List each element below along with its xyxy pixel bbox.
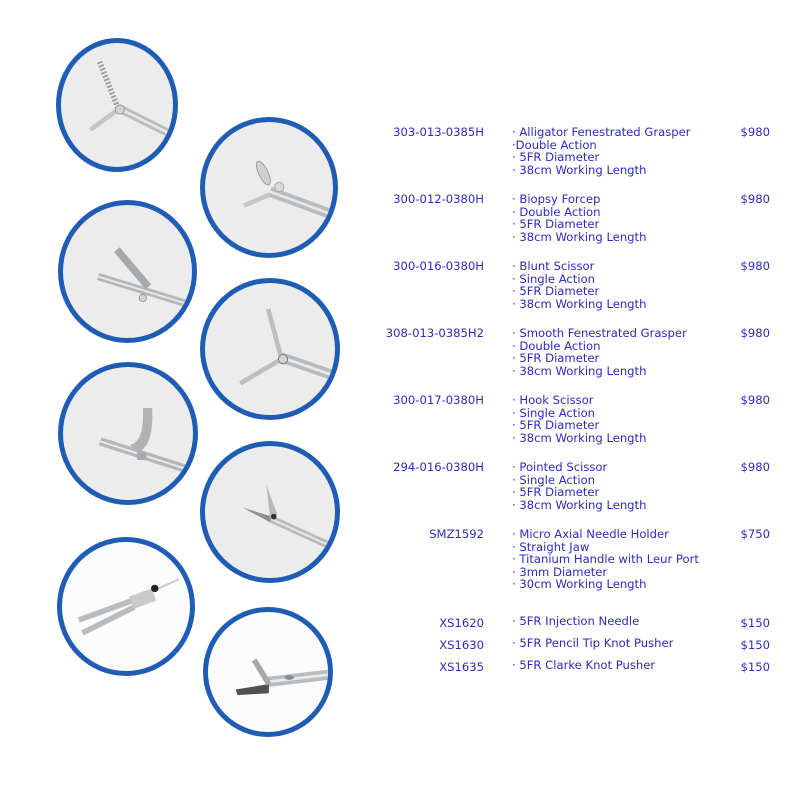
product-price: $150 [740,616,770,630]
alligator-fenestrated-grasper-image [56,38,178,172]
biopsy-forcep-image [200,117,338,258]
product-spec: · 5FR Diameter [512,217,600,232]
hook-scissor-image [58,362,198,505]
product-row [370,193,780,260]
product-spec: · Double Action [512,338,601,353]
product-description [512,461,727,511]
product-spec: · 38cm Working Length [512,430,647,445]
product-price: $150 [740,638,770,652]
product-description [512,260,727,310]
product-spec: · 38cm Working Length [512,162,647,177]
pointed-scissor-instrument-icon [205,446,335,578]
hook-scissor-instrument-icon [63,367,193,500]
product-title: · 5FR Pencil Tip Knot Pusher [512,636,674,650]
product-price: $980 [740,192,770,206]
grasper-instrument-icon [205,283,335,415]
product-sku: XS1635 [439,660,484,674]
product-row [370,327,780,394]
blunt-scissor-image [58,200,197,343]
product-title: · Biopsy Forcep [512,192,601,206]
product-sku: XS1630 [439,638,484,652]
product-row [370,260,780,327]
product-description [512,528,727,591]
product-sku: 294-016-0380H [393,460,484,474]
product-sku: 300-016-0380H [393,259,484,273]
product-row [370,394,780,461]
product-row [370,528,780,615]
product-spec: · 30cm Working Length [512,577,647,592]
product-row [370,615,780,637]
product-spec: · 38cm Working Length [512,497,647,512]
product-price: $980 [740,460,770,474]
product-title: · Blunt Scissor [512,259,595,273]
product-spec: · 5FR Diameter [512,485,600,500]
scissor-instrument-icon [63,205,192,338]
pointed-scissor-image [200,441,340,583]
smooth-fenestrated-grasper-image [200,278,340,420]
product-title: · Pointed Scissor [512,460,608,474]
product-sku: 303-013-0385H [393,125,484,139]
product-spec: · Double Action [512,204,601,219]
grasper-instrument-icon [61,43,173,167]
micro-axial-needle-holder-image [57,537,195,676]
product-title: · 5FR Injection Needle [512,614,640,628]
product-title: · Alligator Fenestrated Grasper [512,125,691,139]
product-price: $980 [740,259,770,273]
product-description [512,659,727,672]
product-description [512,327,727,377]
product-spec: · 38cm Working Length [512,363,647,378]
product-spec: · Single Action [512,472,596,487]
product-price: $980 [740,125,770,139]
product-spec: · Straight Jaw [512,539,590,554]
product-description [512,394,727,444]
product-row [370,461,780,528]
product-title: · 5FR Clarke Knot Pusher [512,658,656,672]
product-row [370,637,780,659]
product-row [370,659,780,681]
product-title: · Micro Axial Needle Holder [512,527,669,541]
product-description [512,126,727,176]
product-spec: · 3mm Diameter [512,564,608,579]
product-sku: 300-012-0380H [393,192,484,206]
product-spec: · 38cm Working Length [512,296,647,311]
product-price: $150 [740,660,770,674]
product-sku: XS1620 [439,616,484,630]
needle-holder-instrument-icon [62,542,190,671]
product-description [512,615,727,628]
product-catalog [370,126,780,681]
product-price: $980 [740,326,770,340]
product-spec: · Titanium Handle with Leur Port [512,552,699,567]
product-spec: · Single Action [512,405,596,420]
grasper-jaw-instrument-icon [208,612,328,732]
product-sku: 308-013-0385H2 [385,326,484,340]
product-description [512,193,727,243]
forcep-instrument-icon [205,122,333,253]
grasper-jaw-image [203,607,333,737]
product-price: $750 [740,527,770,541]
product-spec: ·Double Action [512,137,597,152]
product-spec: · 5FR Diameter [512,150,600,165]
product-title: · Hook Scissor [512,393,594,407]
product-spec: · 5FR Diameter [512,418,600,433]
product-spec: · 5FR Diameter [512,351,600,366]
product-spec: · Single Action [512,271,596,286]
product-sku: 300-017-0380H [393,393,484,407]
product-row [370,126,780,193]
product-spec: · 5FR Diameter [512,284,600,299]
product-sku: SMZ1592 [429,527,484,541]
product-spec: · 38cm Working Length [512,229,647,244]
product-description [512,637,727,650]
product-title: · Smooth Fenestrated Grasper [512,326,687,340]
product-price: $980 [740,393,770,407]
